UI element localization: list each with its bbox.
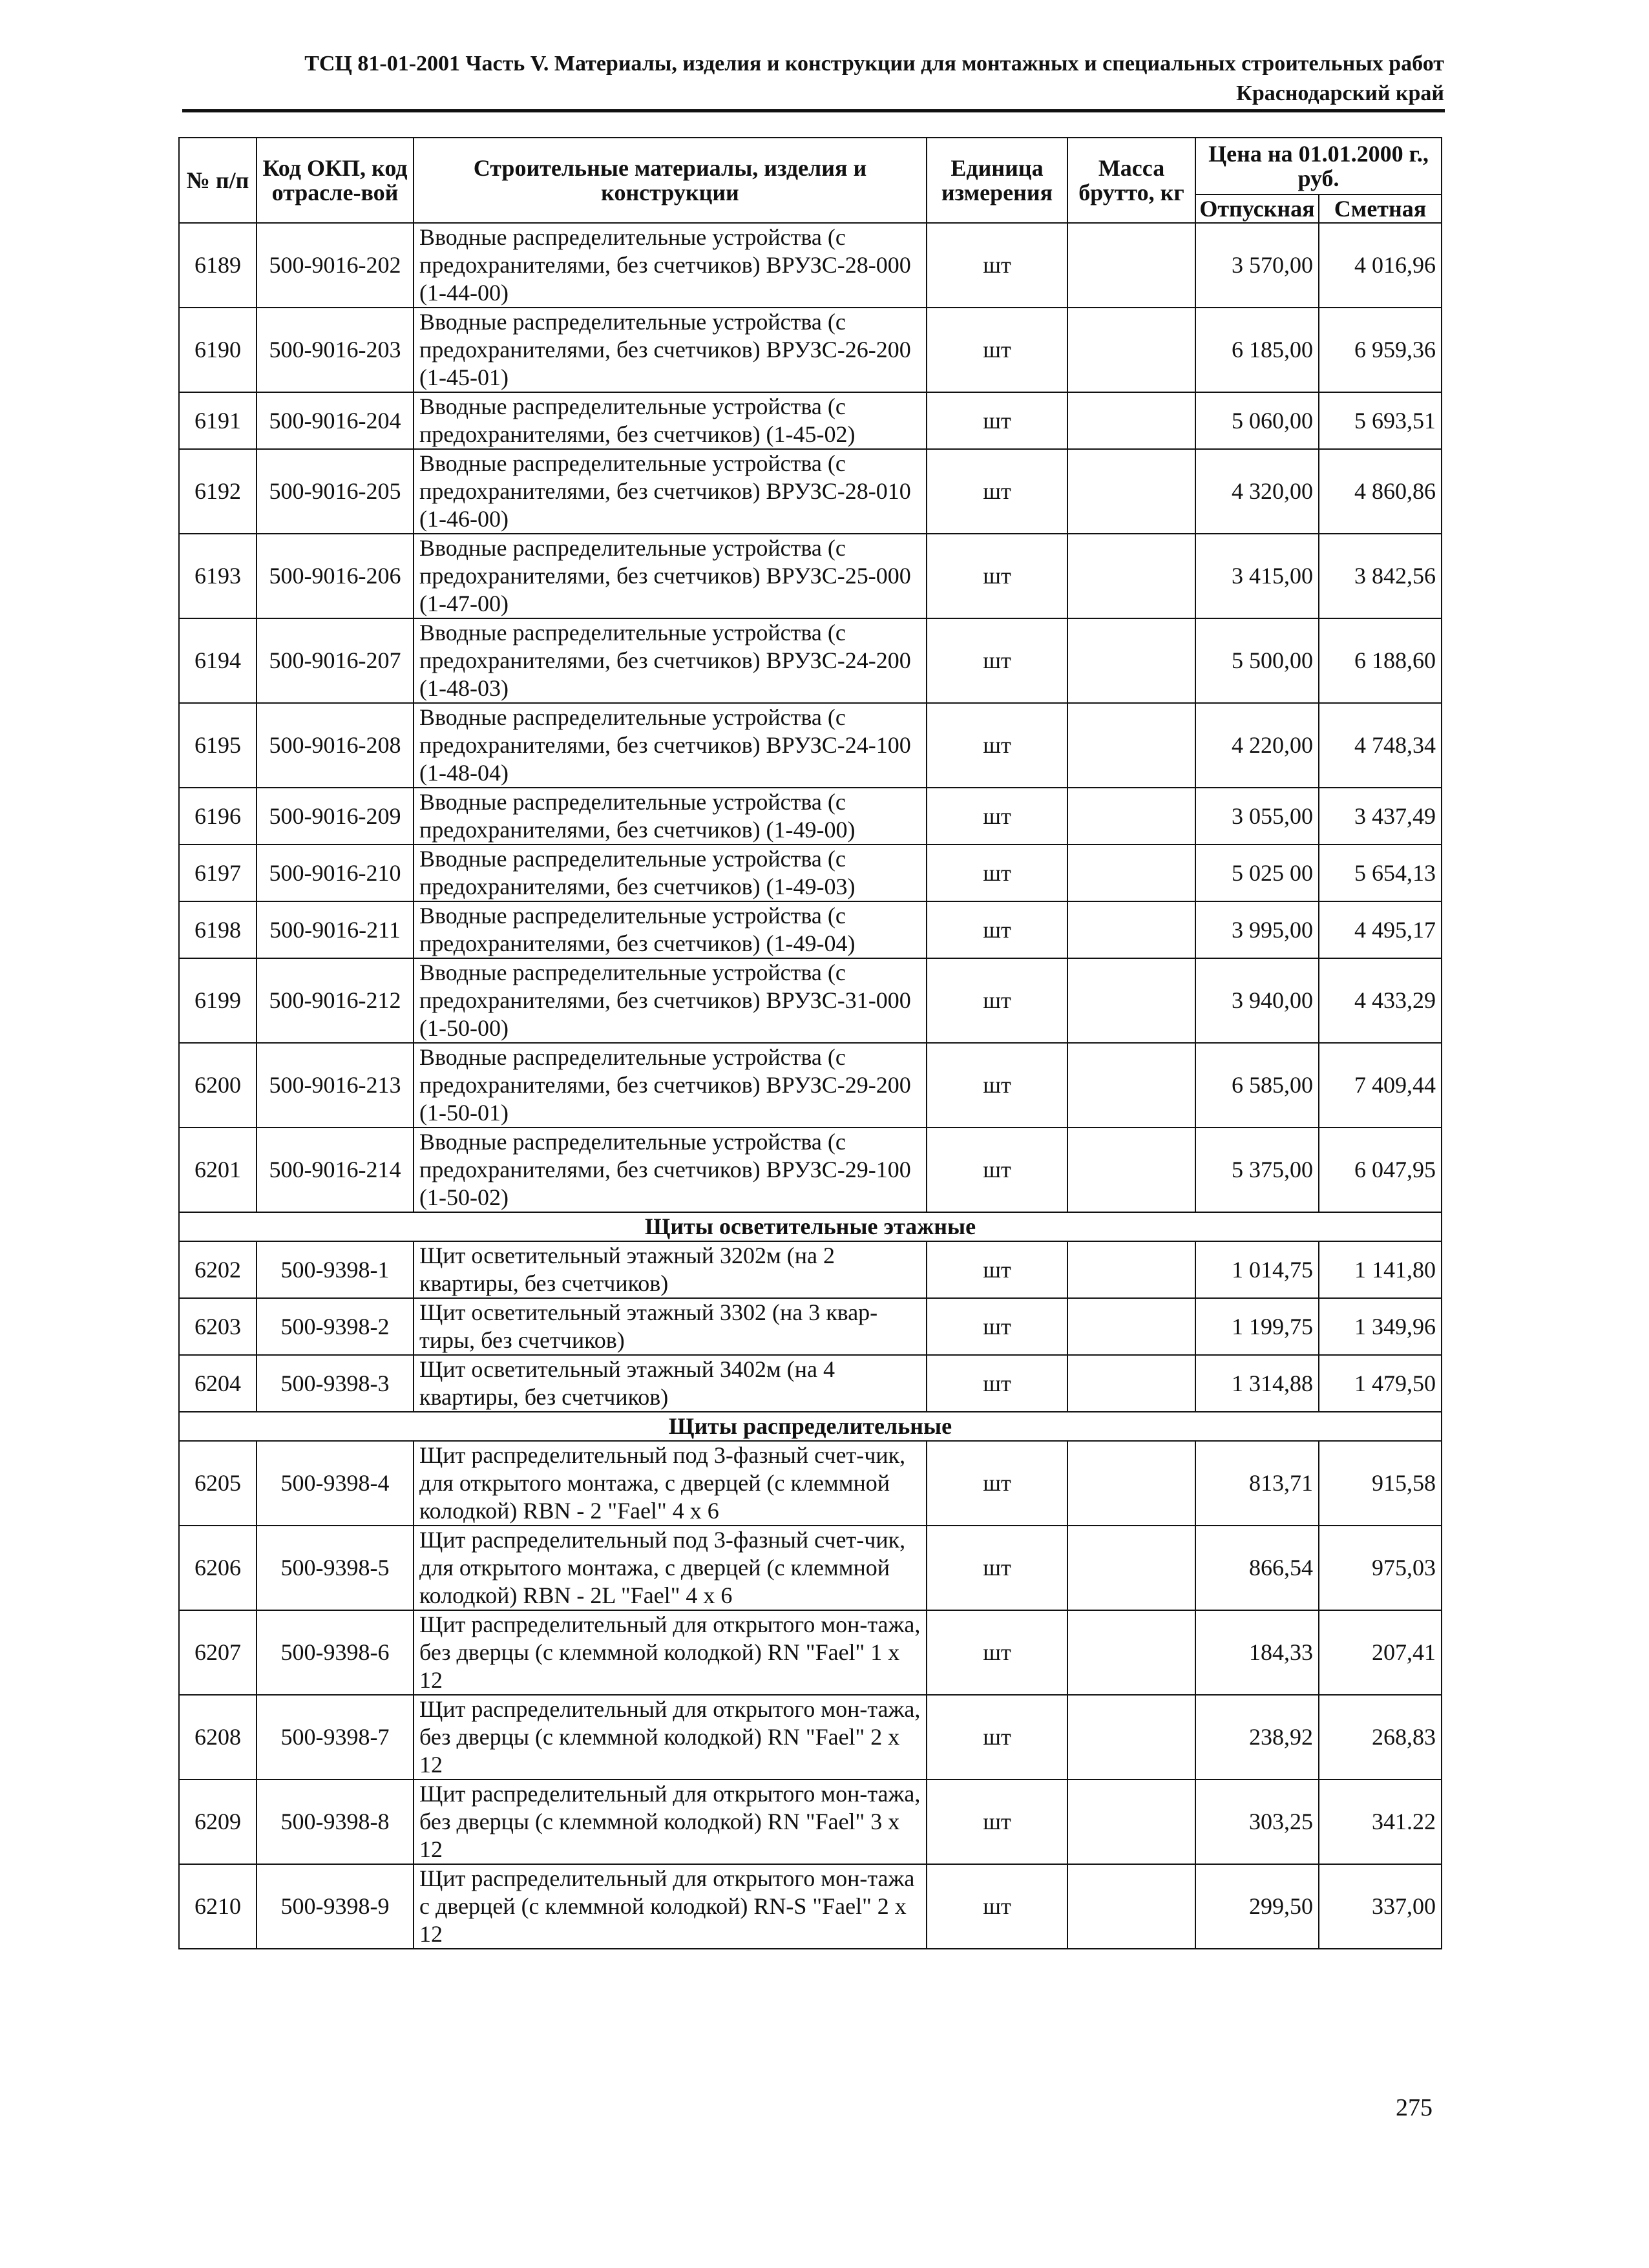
table-row: [179, 1355, 1442, 1412]
row-number: 6190: [179, 308, 257, 392]
col-header-num: № п/п: [179, 138, 257, 223]
row-code: 500-9398-3: [257, 1355, 414, 1412]
row-unit: шт: [927, 1043, 1067, 1128]
row-unit: шт: [927, 1241, 1067, 1298]
region-label: Краснодарский край: [1236, 81, 1444, 105]
row-unit: шт: [927, 788, 1067, 845]
row-code: 500-9016-214: [257, 1128, 414, 1212]
row-unit: шт: [927, 308, 1067, 392]
row-name: Щит осветительный этажный 3202м (на 2 квартиры, без счетчиков): [414, 1241, 927, 1298]
row-price-estimate: 4 860,86: [1319, 449, 1442, 534]
price-table: [178, 137, 1442, 1949]
table-row: [179, 223, 1442, 308]
row-name: Вводные распределительные устройства (с предохранителями, без счетчиков) ВРУЗС-29-200 (1-50-01): [414, 1043, 927, 1128]
row-number: 6205: [179, 1441, 257, 1526]
row-number: 6200: [179, 1043, 257, 1128]
table-row: [179, 901, 1442, 958]
row-number: 6195: [179, 703, 257, 788]
row-code: 500-9016-210: [257, 845, 414, 901]
row-number: 6202: [179, 1241, 257, 1298]
row-price-estimate: 337,00: [1319, 1864, 1442, 1949]
row-number: 6194: [179, 618, 257, 703]
row-code: 500-9016-211: [257, 901, 414, 958]
row-price-release: 3 415,00: [1195, 534, 1319, 618]
row-mass: [1067, 308, 1195, 392]
col-header-unit: Единица измерения: [927, 138, 1067, 223]
row-code: 500-9016-208: [257, 703, 414, 788]
table-row: [179, 788, 1442, 845]
row-price-release: 3 940,00: [1195, 958, 1319, 1043]
table-row: [179, 1043, 1442, 1128]
row-number: 6201: [179, 1128, 257, 1212]
row-name: Вводные распределительные устройства (с предохранителями, без счетчиков) ВРУЗС-24-100 (1-48-04): [414, 703, 927, 788]
row-mass: [1067, 1355, 1195, 1412]
row-price-estimate: 4 748,34: [1319, 703, 1442, 788]
table-row: [179, 308, 1442, 392]
col-header-mass: Масса брутто, кг: [1067, 138, 1195, 223]
row-price-release: 813,71: [1195, 1441, 1319, 1526]
row-mass: [1067, 703, 1195, 788]
row-code: 500-9398-1: [257, 1241, 414, 1298]
table-row: [179, 392, 1442, 449]
row-price-estimate: 975,03: [1319, 1526, 1442, 1610]
row-code: 500-9398-4: [257, 1441, 414, 1526]
row-name: Вводные распределительные устройства (с предохранителями, без счетчиков) ВРУЗС-28-010 (1-46-00): [414, 449, 927, 534]
row-code: 500-9398-6: [257, 1610, 414, 1695]
row-name: Вводные распределительные устройства (с предохранителями, без счетчиков) ВРУЗС-26-200 (1-45-01): [414, 308, 927, 392]
row-price-estimate: 3 437,49: [1319, 788, 1442, 845]
row-unit: шт: [927, 534, 1067, 618]
row-unit: шт: [927, 845, 1067, 901]
row-number: 6207: [179, 1610, 257, 1695]
row-code: 500-9398-7: [257, 1695, 414, 1780]
table-header-row: [179, 138, 1442, 194]
header-rule: [182, 109, 1445, 112]
row-code: 500-9398-9: [257, 1864, 414, 1949]
row-price-release: 184,33: [1195, 1610, 1319, 1695]
row-price-release: 3 055,00: [1195, 788, 1319, 845]
table-row: [179, 1241, 1442, 1298]
row-number: 6208: [179, 1695, 257, 1780]
row-price-release: 3 995,00: [1195, 901, 1319, 958]
row-name: Щит распределительный под 3-фазный счет-чик, для открытого монтажа, с дверцей (с клеммной колодкой) RBN - 2 "Fael" 4 x 6: [414, 1441, 927, 1526]
table-row: [179, 534, 1442, 618]
table-row: [179, 618, 1442, 703]
row-unit: шт: [927, 223, 1067, 308]
row-unit: шт: [927, 1128, 1067, 1212]
row-code: 500-9398-2: [257, 1298, 414, 1355]
row-price-estimate: 6 188,60: [1319, 618, 1442, 703]
row-price-estimate: 1 141,80: [1319, 1241, 1442, 1298]
row-unit: шт: [927, 901, 1067, 958]
row-name: Вводные распределительные устройства (с предохранителями, без счетчиков) ВРУЗС-28-000 (1-44-00): [414, 223, 927, 308]
row-mass: [1067, 392, 1195, 449]
table-row: [179, 1864, 1442, 1949]
row-mass: [1067, 845, 1195, 901]
row-code: 500-9016-207: [257, 618, 414, 703]
row-mass: [1067, 1298, 1195, 1355]
row-number: 6196: [179, 788, 257, 845]
row-price-release: 1 314,88: [1195, 1355, 1319, 1412]
table-row: [179, 958, 1442, 1043]
row-unit: шт: [927, 703, 1067, 788]
section-lighting: [179, 1212, 1442, 1241]
section-title-distribution: Щиты распределительные: [179, 1412, 1442, 1441]
section-distribution: [179, 1412, 1442, 1441]
row-mass: [1067, 1526, 1195, 1610]
row-mass: [1067, 1128, 1195, 1212]
row-mass: [1067, 618, 1195, 703]
page-number: 275: [1396, 2094, 1433, 2121]
row-price-release: 1 199,75: [1195, 1298, 1319, 1355]
row-mass: [1067, 534, 1195, 618]
row-name: Вводные распределительные устройства (с предохранителями, без счетчиков) ВРУЗС-25-000 (1-47-00): [414, 534, 927, 618]
row-price-release: 5 500,00: [1195, 618, 1319, 703]
row-price-release: 6 585,00: [1195, 1043, 1319, 1128]
row-code: 500-9016-205: [257, 449, 414, 534]
row-mass: [1067, 1780, 1195, 1864]
row-number: 6203: [179, 1298, 257, 1355]
row-price-release: 5 375,00: [1195, 1128, 1319, 1212]
row-name: Щит осветительный этажный 3302 (на 3 квар-тиры, без счетчиков): [414, 1298, 927, 1355]
row-price-estimate: 7 409,44: [1319, 1043, 1442, 1128]
table-row: [179, 845, 1442, 901]
row-name: Вводные распределительные устройства (с предохранителями, без счетчиков) ВРУЗС-24-200 (1-48-03): [414, 618, 927, 703]
row-price-estimate: 3 842,56: [1319, 534, 1442, 618]
row-price-estimate: 207,41: [1319, 1610, 1442, 1695]
col-header-name: Строительные материалы, изделия и конструкции: [414, 138, 927, 223]
row-mass: [1067, 901, 1195, 958]
row-unit: шт: [927, 1441, 1067, 1526]
row-number: 6199: [179, 958, 257, 1043]
row-number: 6210: [179, 1864, 257, 1949]
row-mass: [1067, 449, 1195, 534]
row-price-release: 3 570,00: [1195, 223, 1319, 308]
row-price-estimate: 5 693,51: [1319, 392, 1442, 449]
row-mass: [1067, 223, 1195, 308]
row-unit: шт: [927, 1610, 1067, 1695]
row-mass: [1067, 1695, 1195, 1780]
row-unit: шт: [927, 449, 1067, 534]
row-price-release: 303,25: [1195, 1780, 1319, 1864]
row-name: Вводные распределительные устройства (с предохранителями, без счетчиков) (1-45-02): [414, 392, 927, 449]
row-number: 6189: [179, 223, 257, 308]
table-body-vru: [179, 223, 1442, 1212]
row-number: 6209: [179, 1780, 257, 1864]
row-name: Вводные распределительные устройства (с предохранителями, без счетчиков) ВРУЗС-31-000 (1-50-00): [414, 958, 927, 1043]
row-number: 6198: [179, 901, 257, 958]
row-unit: шт: [927, 1355, 1067, 1412]
row-mass: [1067, 1241, 1195, 1298]
row-price-estimate: 915,58: [1319, 1441, 1442, 1526]
row-price-release: 299,50: [1195, 1864, 1319, 1949]
row-mass: [1067, 958, 1195, 1043]
row-unit: шт: [927, 1298, 1067, 1355]
table-row: [179, 1610, 1442, 1695]
row-unit: шт: [927, 618, 1067, 703]
row-price-release: 5 025 00: [1195, 845, 1319, 901]
row-number: 6206: [179, 1526, 257, 1610]
row-price-release: 6 185,00: [1195, 308, 1319, 392]
row-unit: шт: [927, 958, 1067, 1043]
row-code: 500-9016-203: [257, 308, 414, 392]
table-row: [179, 1780, 1442, 1864]
table-row: [179, 1128, 1442, 1212]
table-row: [179, 703, 1442, 788]
row-code: 500-9016-209: [257, 788, 414, 845]
table-body-lighting: [179, 1241, 1442, 1412]
row-mass: [1067, 788, 1195, 845]
row-price-estimate: 6 047,95: [1319, 1128, 1442, 1212]
row-price-estimate: 4 016,96: [1319, 223, 1442, 308]
row-number: 6197: [179, 845, 257, 901]
col-header-price-release: Отпускная: [1195, 194, 1319, 223]
row-price-estimate: 6 959,36: [1319, 308, 1442, 392]
row-code: 500-9016-202: [257, 223, 414, 308]
col-header-code: Код ОКП, код отрасле-вой: [257, 138, 414, 223]
row-mass: [1067, 1441, 1195, 1526]
row-unit: шт: [927, 392, 1067, 449]
row-number: 6204: [179, 1355, 257, 1412]
table-row: [179, 1695, 1442, 1780]
row-unit: шт: [927, 1780, 1067, 1864]
row-price-release: 4 220,00: [1195, 703, 1319, 788]
row-mass: [1067, 1043, 1195, 1128]
row-price-release: 866,54: [1195, 1526, 1319, 1610]
row-name: Щит распределительный для открытого мон-тажа, без дверцы (с клеммной колодкой) RN "Fael" 3 x 12: [414, 1780, 927, 1864]
table-row: [179, 1526, 1442, 1610]
row-unit: шт: [927, 1526, 1067, 1610]
row-name: Вводные распределительные устройства (с предохранителями, без счетчиков) (1-49-00): [414, 788, 927, 845]
row-name: Вводные распределительные устройства (с предохранителями, без счетчиков) ВРУЗС-29-100 (1-50-02): [414, 1128, 927, 1212]
section-title-lighting: Щиты осветительные этажные: [179, 1212, 1442, 1241]
row-code: 500-9016-212: [257, 958, 414, 1043]
row-number: 6191: [179, 392, 257, 449]
row-price-release: 5 060,00: [1195, 392, 1319, 449]
row-price-estimate: 1 479,50: [1319, 1355, 1442, 1412]
row-name: Щит осветительный этажный 3402м (на 4 квартиры, без счетчиков): [414, 1355, 927, 1412]
row-code: 500-9016-213: [257, 1043, 414, 1128]
row-unit: шт: [927, 1864, 1067, 1949]
row-name: Вводные распределительные устройства (с предохранителями, без счетчиков) (1-49-04): [414, 901, 927, 958]
row-number: 6193: [179, 534, 257, 618]
row-name: Щит распределительный для открытого мон-тажа, без дверцы (с клеммной колодкой) RN "Fael" 2 x 12: [414, 1695, 927, 1780]
row-price-release: 1 014,75: [1195, 1241, 1319, 1298]
row-price-estimate: 5 654,13: [1319, 845, 1442, 901]
row-name: Щит распределительный для открытого мон-тажа с дверцей (с клеммной колодкой) RN-S "Fael" 2 x 12: [414, 1864, 927, 1949]
row-name: Вводные распределительные устройства (с предохранителями, без счетчиков) (1-49-03): [414, 845, 927, 901]
row-code: 500-9016-204: [257, 392, 414, 449]
row-price-release: 4 320,00: [1195, 449, 1319, 534]
row-code: 500-9016-206: [257, 534, 414, 618]
table-body-distribution: [179, 1441, 1442, 1949]
table-row: [179, 1298, 1442, 1355]
row-mass: [1067, 1864, 1195, 1949]
row-price-estimate: 1 349,96: [1319, 1298, 1442, 1355]
row-price-estimate: 4 433,29: [1319, 958, 1442, 1043]
row-mass: [1067, 1610, 1195, 1695]
section-row: [179, 1412, 1442, 1441]
col-header-price-estimate: Сметная: [1319, 194, 1442, 223]
row-name: Щит распределительный под 3-фазный счет-чик, для открытого монтажа, с дверцей (с клеммной колодкой) RBN - 2L "Fael" 4 x 6: [414, 1526, 927, 1610]
row-price-estimate: 268,83: [1319, 1695, 1442, 1780]
row-price-estimate: 341.22: [1319, 1780, 1442, 1864]
row-number: 6192: [179, 449, 257, 534]
table-row: [179, 449, 1442, 534]
section-row: [179, 1212, 1442, 1241]
table-row: [179, 1441, 1442, 1526]
row-price-estimate: 4 495,17: [1319, 901, 1442, 958]
row-name: Щит распределительный для открытого мон-тажа, без дверцы (с клеммной колодкой) RN "Fael" 1 x 12: [414, 1610, 927, 1695]
row-code: 500-9398-8: [257, 1780, 414, 1864]
col-header-price: Цена на 01.01.2000 г., руб.: [1195, 138, 1442, 194]
row-unit: шт: [927, 1695, 1067, 1780]
row-price-release: 238,92: [1195, 1695, 1319, 1780]
row-code: 500-9398-5: [257, 1526, 414, 1610]
document-title: ТСЦ 81-01-2001 Часть V. Материалы, изделия и конструкции для монтажных и специальных строительных работ: [304, 52, 1444, 76]
